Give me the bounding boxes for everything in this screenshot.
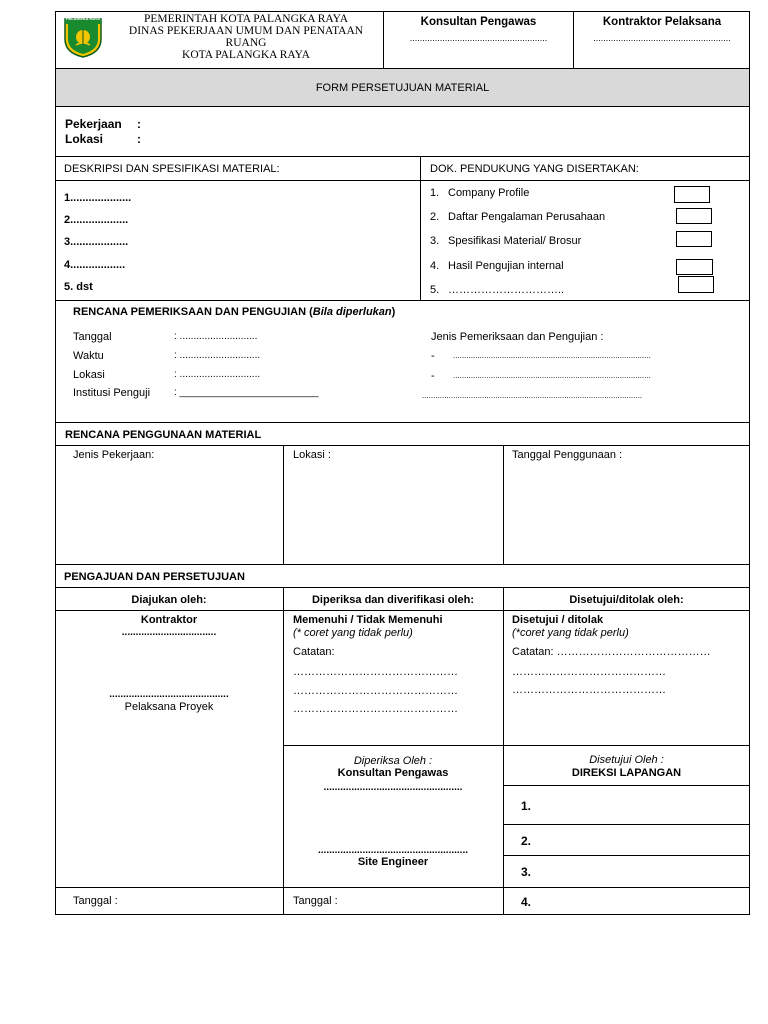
doc-checkbox-5[interactable] [678, 276, 714, 293]
usage-tanggal[interactable]: Tanggal Penggunaan : [512, 449, 623, 461]
kontraktor-label: Kontraktor [140, 614, 198, 626]
materials-left-header-text: DESKRIPSI DAN SPESIFIKASI MATERIAL [64, 163, 277, 175]
approval-divider-2 [503, 587, 504, 915]
doc-label-5: ………………………….. [448, 284, 565, 296]
catatan-line-3a[interactable]: …………………………………… [512, 666, 666, 678]
usage-divider-1 [283, 445, 284, 564]
site-engineer-label: Site Engineer [357, 856, 429, 868]
kontraktor-name-dots[interactable]: .................................. [121, 627, 217, 638]
approval-subheader-line [55, 610, 750, 611]
materials-left-header [64, 163, 280, 175]
doc-checkbox-3[interactable] [676, 231, 712, 247]
pekerjaan-label: Pekerjaan [65, 117, 122, 131]
doc-num-5: 5. [430, 284, 440, 296]
inspection-lokasi-value[interactable]: : ............................. [174, 369, 261, 380]
col-disetujui-header: Disetujui/ditolak oleh: [569, 594, 684, 606]
konsultan-sign-dots[interactable]: .................................................. [323, 782, 463, 793]
direksi-line-1 [503, 824, 750, 825]
diperiksa-oleh-label: Diperiksa Oleh : [353, 755, 433, 767]
direksi-num-4[interactable]: 4. [521, 895, 532, 909]
coret-note-1: (* coret yang tidak perlu) [293, 627, 413, 639]
disetujui-ditolak-label[interactable]: Disetujui / ditolak [512, 614, 604, 626]
jenis-dash-2: - [431, 370, 435, 382]
inspection-tanggal-value[interactable]: : ............................ [174, 331, 258, 342]
material-item-2[interactable]: 2................... [64, 214, 129, 226]
doc-checkbox-4[interactable] [676, 259, 713, 275]
direksi-line-3 [503, 887, 750, 888]
pelaksana-proyek-label: Pelaksana Proyek [124, 701, 214, 713]
form-title: FORM PERSETUJUAN MATERIAL [315, 82, 490, 94]
catatan-label-3[interactable]: Catatan: …………………………………… [512, 646, 711, 658]
konsultan-title: Konsultan Pengawas [420, 16, 537, 28]
inspection-institusi-label: Institusi Penguji [73, 387, 151, 399]
logo-text: PALANGKA RAYA [66, 16, 100, 21]
catatan-line-2a[interactable]: ……………………………………… [293, 666, 458, 678]
gov-line-1: PEMERINTAH KOTA PALANGKA RAYA [143, 13, 348, 25]
doc-num-4: 4. [430, 260, 440, 272]
lokasi-label: Lokasi [65, 132, 104, 146]
inspection-title-end: ) [391, 306, 396, 318]
direksi-num-3[interactable]: 3. [521, 865, 532, 879]
material-item-3[interactable]: 3................... [64, 236, 129, 248]
gov-line-2: DINAS PEKERJAAN UMUM DAN PENATAAN [128, 25, 364, 37]
jenis-line-2[interactable]: ......................................................................................... [453, 371, 651, 380]
inspection-title [73, 306, 395, 318]
doc-checkbox-2[interactable] [676, 208, 712, 224]
usage-header-line [55, 445, 750, 446]
inspection-institusi-value[interactable]: : _________________________ [174, 387, 319, 398]
konsultan-pengawas-label: Konsultan Pengawas [337, 767, 449, 779]
disetujui-oleh-label: Disetujui Oleh : [589, 754, 664, 766]
gov-line-3: RUANG [225, 37, 267, 49]
inspection-lokasi-label: Lokasi [73, 369, 105, 381]
lokasi-colon: : [137, 132, 141, 146]
direksi-num-2[interactable]: 2. [521, 834, 532, 848]
direksi-line-2 [503, 855, 750, 856]
approval-header-line [55, 587, 750, 588]
tanggal-konsultan[interactable]: Tanggal : [293, 895, 338, 907]
docs-header: DOK. PENDUKUNG YANG DISERTAKAN: [430, 163, 639, 175]
approval-title: PENGAJUAN DAN PERSETUJUAN [64, 571, 245, 583]
kontraktor-dots[interactable]: ....................................................... [593, 33, 731, 43]
catatan-label-2: Catatan: [293, 646, 335, 658]
inspection-waktu-value[interactable]: : ............................. [174, 350, 261, 361]
usage-lokasi[interactable]: Lokasi : [293, 449, 331, 461]
usage-bottom [55, 564, 750, 565]
usage-title: RENCANA PENGGUNAAN MATERIAL [65, 429, 262, 441]
memenuhi-label[interactable]: Memenuhi / Tidak Memenuhi [293, 614, 443, 626]
col-diperiksa-header: Diperiksa dan diverifikasi oleh: [311, 594, 474, 606]
inspection-title-text: RENCANA PEMERIKSAAN DAN PENGUJIAN ( [73, 306, 313, 318]
city-emblem-logo [61, 15, 105, 59]
materials-bottom [55, 300, 750, 301]
materials-divider [420, 156, 421, 300]
jenis-line-3[interactable]: ................................................................................................... [422, 391, 643, 400]
materials-header-line [55, 180, 750, 181]
material-item-5[interactable]: 5. dst [64, 281, 93, 293]
direksi-lapangan-label: DIREKSI LAPANGAN [571, 767, 682, 779]
title-band-bottom [55, 106, 750, 107]
doc-label-2: Daftar Pengalaman Perusahaan [448, 211, 606, 223]
kontraktor-title: Kontraktor Pelaksana [602, 16, 722, 28]
catatan-line-2b[interactable]: ……………………………………… [293, 685, 458, 697]
inspection-bottom [55, 422, 750, 423]
inspection-tanggal-label: Tanggal [73, 331, 112, 343]
tanggal-kontraktor[interactable]: Tanggal : [73, 895, 118, 907]
usage-divider-2 [503, 445, 504, 564]
site-engineer-dots[interactable]: ...................................................... [317, 845, 469, 856]
material-item-1[interactable]: 1.................... [64, 192, 132, 204]
doc-num-2: 2. [430, 211, 440, 223]
pekerjaan-colon: : [137, 117, 141, 131]
doc-num-1: 1. [430, 187, 440, 199]
pelaksana-sign-dots[interactable]: ........................................... [109, 689, 229, 700]
inspection-title-italic: Bila diperlukan [312, 306, 392, 318]
doc-label-4: Hasil Pengujian internal [448, 260, 564, 272]
direksi-header-line [503, 785, 750, 786]
sign-section-line [283, 745, 750, 746]
project-bottom [55, 156, 750, 157]
gov-line-4: KOTA PALANGKA RAYA [182, 49, 310, 61]
coret-note-2: (*coret yang tidak perlu) [512, 627, 629, 639]
jenis-pemeriksaan-label: Jenis Pemeriksaan dan Pengujian : [431, 331, 604, 343]
catatan-line-3b[interactable]: …………………………………… [512, 684, 666, 696]
direksi-num-1[interactable]: 1. [521, 799, 532, 813]
doc-checkbox-1[interactable] [674, 186, 710, 203]
tanggal-row-line [55, 887, 503, 888]
konsultan-dots[interactable]: ....................................................... [409, 33, 548, 43]
doc-label-3: Spesifikasi Material/ Brosur [448, 235, 582, 247]
inspection-waktu-label: Waktu [73, 350, 104, 362]
jenis-line-1[interactable]: ......................................................................................... [453, 351, 651, 360]
material-item-4[interactable]: 4.................. [64, 259, 126, 271]
catatan-line-2c[interactable]: ……………………………………… [293, 703, 458, 715]
jenis-dash-1: - [431, 350, 435, 362]
doc-label-1: Company Profile [448, 187, 530, 199]
usage-jenis-pekerjaan[interactable]: Jenis Pekerjaan: [73, 449, 155, 461]
doc-num-3: 3. [430, 235, 440, 247]
col-diajukan-header: Diajukan oleh: [131, 594, 207, 606]
materials-left-header-colon: : [276, 163, 280, 175]
